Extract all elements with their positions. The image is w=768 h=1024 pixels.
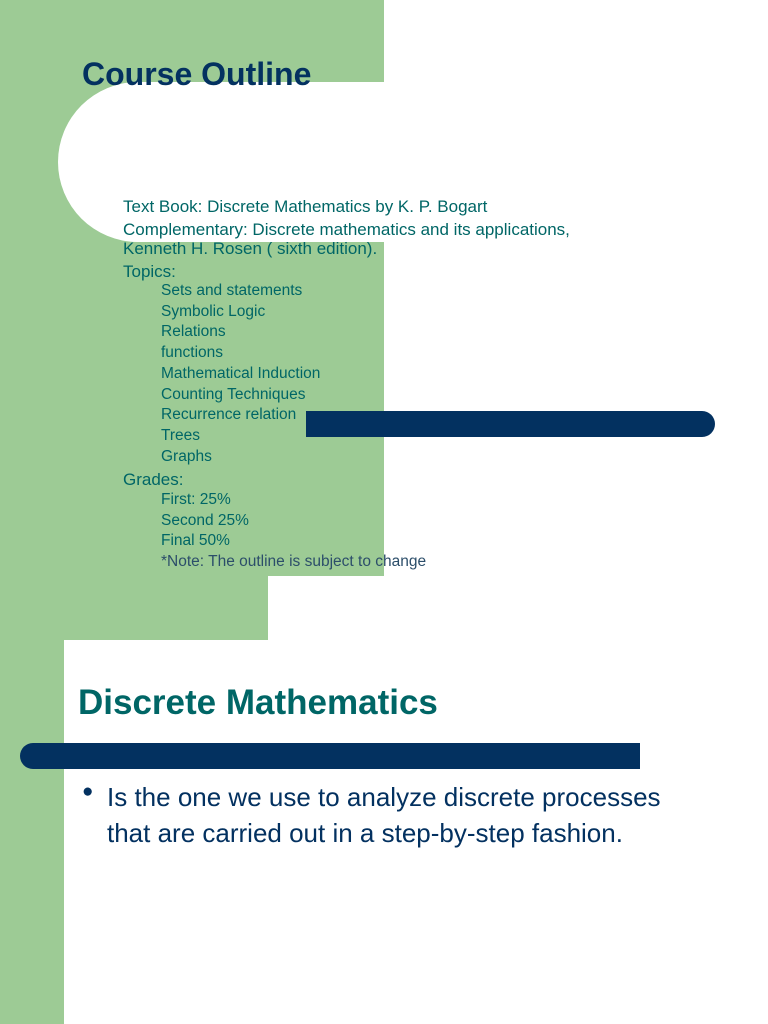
slide2-navy-bar [20,743,640,769]
slide2-title: Discrete Mathematics [78,683,438,722]
slide1-content [123,197,683,573]
topic-item: Mathematical Induction [161,364,321,382]
textbook-line: Text Book: Discrete Mathematics by K. P. Bogart [123,197,488,216]
topic-item: Recurrence relation [161,406,297,424]
topics-label: Topics: [123,261,176,281]
complementary-line-1: Complementary: Discrete mathematics and its applications, [123,219,570,239]
slide1-navy-bar [306,411,715,437]
topic-item: Relations [161,323,226,341]
bullet-dot-icon: ● [82,781,94,802]
slide1-green-strip [0,576,268,640]
topic-item: Trees [161,426,201,444]
topic-item: Symbolic Logic [161,302,266,320]
grades-list [123,490,683,573]
slide2-bullet-text: Is the one we use to analyze discrete processes that are carried out in a step-by-step fashion. [107,782,661,848]
slide2-green-panel [0,640,64,1024]
slide1-title: Course Outline [82,56,312,92]
topic-item: functions [161,344,224,362]
grades-label: Grades: [123,470,184,490]
grade-item: First: 25% [161,490,231,508]
topics-list [123,281,683,467]
grade-item: Final 50% [161,532,230,550]
slide1-white-cutout [268,576,384,640]
outline-note: *Note: The outline is subject to change [161,552,427,570]
topic-item: Counting Techniques [161,385,306,403]
topic-item: Graphs [161,447,212,465]
complementary-line-2: Kenneth H. Rosen ( sixth edition). [123,239,378,258]
topic-item: Sets and statements [161,282,303,299]
grade-item: Second 25% [161,511,249,529]
